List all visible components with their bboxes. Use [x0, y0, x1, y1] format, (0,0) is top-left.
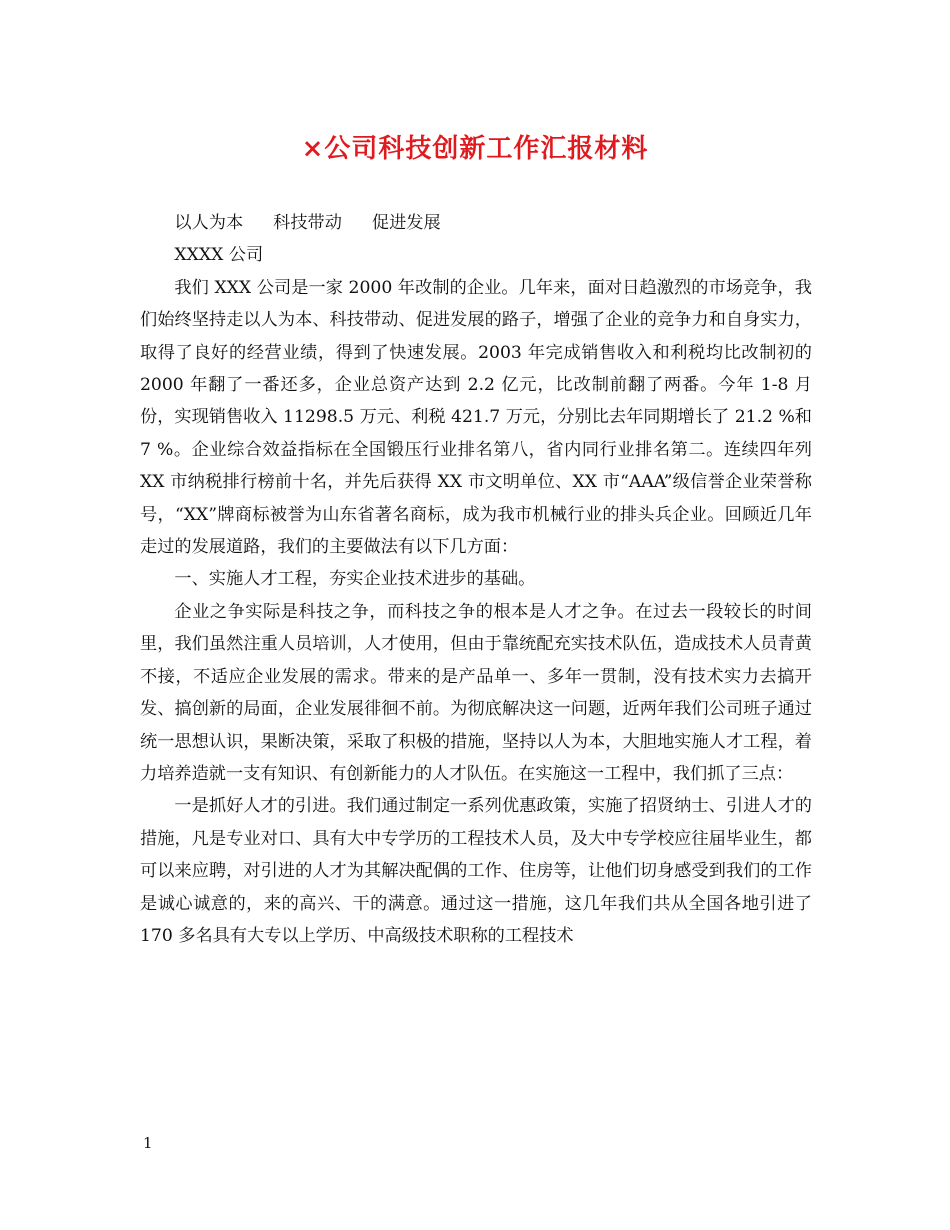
document-title: ×公司科技创新工作汇报材料: [301, 134, 649, 164]
paragraph: 我们 XXX 公司是一家 2000 年改制的企业。几年来，面对日趋激烈的市场竞争，我们始终坚持走以人为本、科技带动、促进发展的路子，增强了企业的竞争力和自身实力，取得了良好的经营业绩，得到了快速发展。2003 年完成销售收入和利税均比改制初的 2000 年翻了一番还多，企业总资产达到 2.2 亿元，比改制前翻了两番。今年 1-8 月份，实现销售收入 11298.5 万元、利税 421.7 万元，分别比去年同期增长了 21.2 %和 7 %。企业综合效益指标在全国锻压行业排名第八，省内同行业排名第二。连续四年列 XX 市纳税排行榜前十名，并先后获得 XX 市文明单位、XX 市“AAA”级信誉企业荣誉称号，“XX”牌商标被誉为山东省著名商标，成为我市机械行业的排头兵企业。回顾近几年走过的发展道路，我们的主要做法有以下几方面：: [140, 277, 812, 558]
subtitle-part-1: 以人为本: [174, 213, 244, 233]
company-name: XXXX 公司: [174, 245, 264, 266]
section-heading: 一、实施人才工程，夯实企业技术进步的基础。: [174, 569, 536, 590]
document-body: [140, 207, 812, 952]
subtitle-part-3: 促进发展: [371, 213, 441, 233]
page-number: 1: [143, 1134, 153, 1152]
document-subtitle: [140, 207, 812, 239]
paragraph: 企业之争实际是科技之争，而科技之争的根本是人才之争。在过去一段较长的时间里，我们虽然注重人员培训，人才使用，但由于靠统配充实技术队伍，造成技术人员青黄不接，不适应企业发展的需求。带来的是产品单一、多年一贯制，没有技术实力去搞开发、搞创新的局面，企业发展徘徊不前。为彻底解决这一问题，近两年我们公司班子通过统一思想认识，果断决策，采取了积极的措施，坚持以人为本，大胆地实施人才工程，着力培养造就一支有知识、有创新能力的人才队伍。在实施这一工程中，我们抓了三点：: [140, 601, 812, 784]
subtitle-part-2: 科技带动: [273, 213, 342, 233]
paragraph: 一是抓好人才的引进。我们通过制定一系列优惠政策，实施了招贤纳士、引进人才的措施，凡是专业对口、具有大中专学历的工程技术人员，及大中专学校应往届毕业生，都可以来应聘，对引进的人才为其解决配偶的工作、住房等，让他们切身感受到我们的工作是诚心诚意的，来的高兴、干的满意。通过这一措施，这几年我们共从全国各地引进了 170 多名具有大专以上学历、中高级技术职称的工程技术: [140, 796, 812, 946]
